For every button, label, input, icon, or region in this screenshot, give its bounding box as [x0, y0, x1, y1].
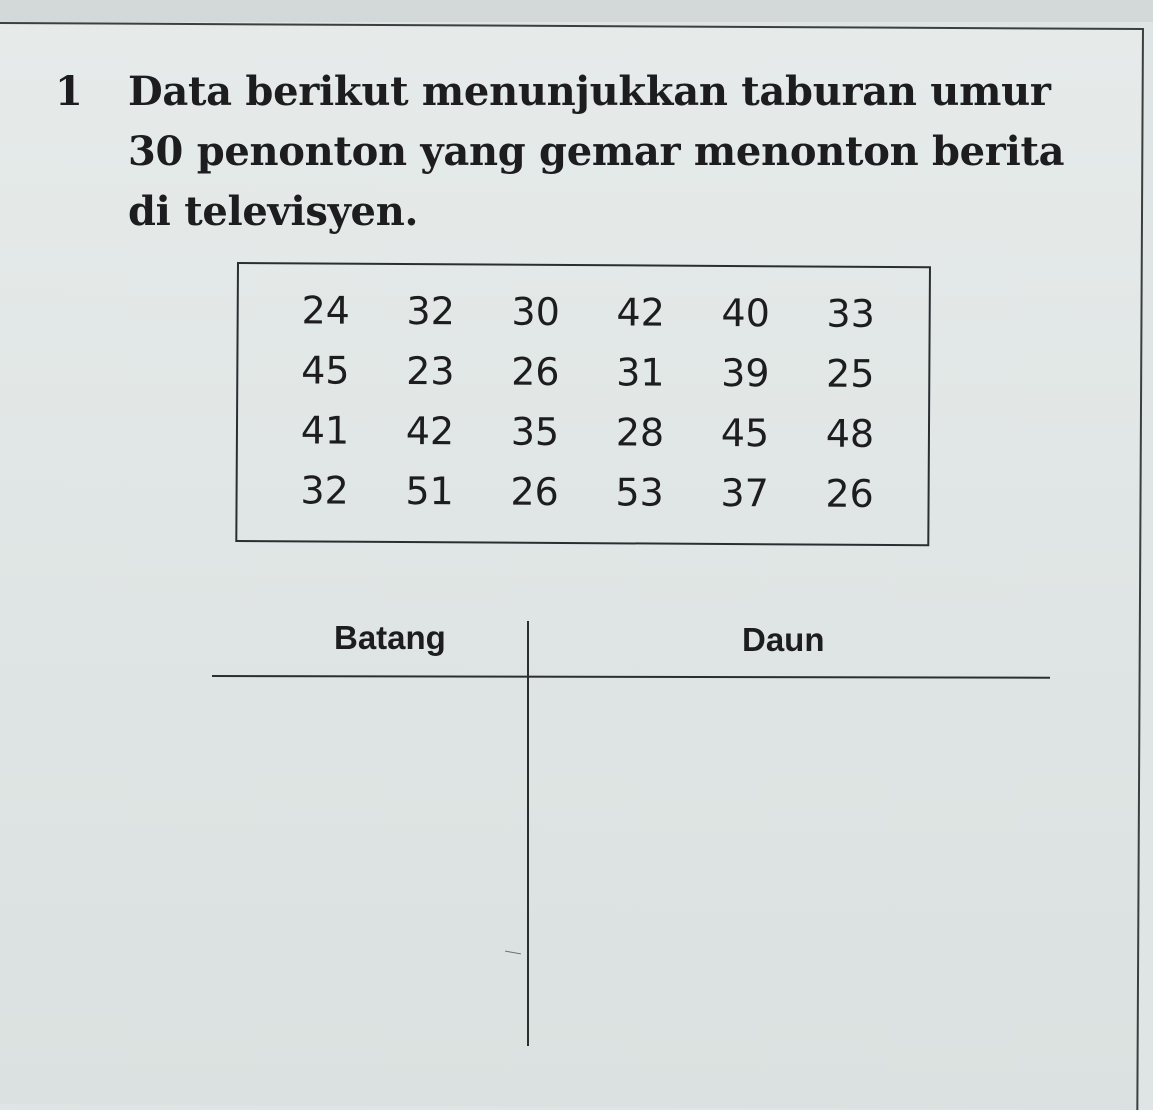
age-value-cell: 42: [616, 290, 666, 335]
age-value-cell: 42: [405, 409, 455, 454]
age-value-cell: 23: [406, 349, 455, 394]
age-value-cell: 32: [406, 289, 456, 334]
age-value-cell: 33: [826, 291, 876, 336]
age-value-cell: 35: [510, 409, 560, 454]
age-value-cell: 25: [826, 351, 875, 396]
age-value-cell: 32: [300, 468, 349, 513]
question-text: Data berikut menunjukkan taburan umur 30 penonton yang gemar menonton berita di televisyen.: [128, 68, 1065, 235]
age-value-cell: 37: [720, 470, 769, 516]
age-value-cell: 28: [615, 410, 665, 455]
question-number: 1: [55, 68, 83, 115]
age-value-cell: 40: [721, 290, 771, 336]
age-value-cell: 41: [300, 408, 350, 453]
age-value-cell: 30: [511, 289, 561, 334]
age-value-cell: 26: [510, 469, 559, 514]
page-top-edge: [0, 0, 1153, 22]
stem-leaf-divider: [527, 621, 529, 1046]
age-value-cell: 45: [301, 348, 350, 393]
age-value-cell: 45: [720, 410, 770, 456]
age-value-cell: 26: [825, 471, 874, 516]
age-value-cell: 39: [721, 350, 770, 396]
age-value-cell: 26: [511, 349, 560, 394]
age-value-cell: 48: [825, 411, 875, 456]
age-value-cell: 24: [301, 288, 351, 333]
age-value-cell: 31: [616, 350, 665, 395]
stem-header: Batang: [334, 619, 446, 656]
age-value-cell: 51: [405, 469, 454, 514]
leaf-header: Daun: [742, 621, 825, 658]
ages-data-grid: [284, 280, 915, 524]
age-value-cell: 53: [615, 470, 664, 515]
ages-data-box: [235, 262, 931, 546]
